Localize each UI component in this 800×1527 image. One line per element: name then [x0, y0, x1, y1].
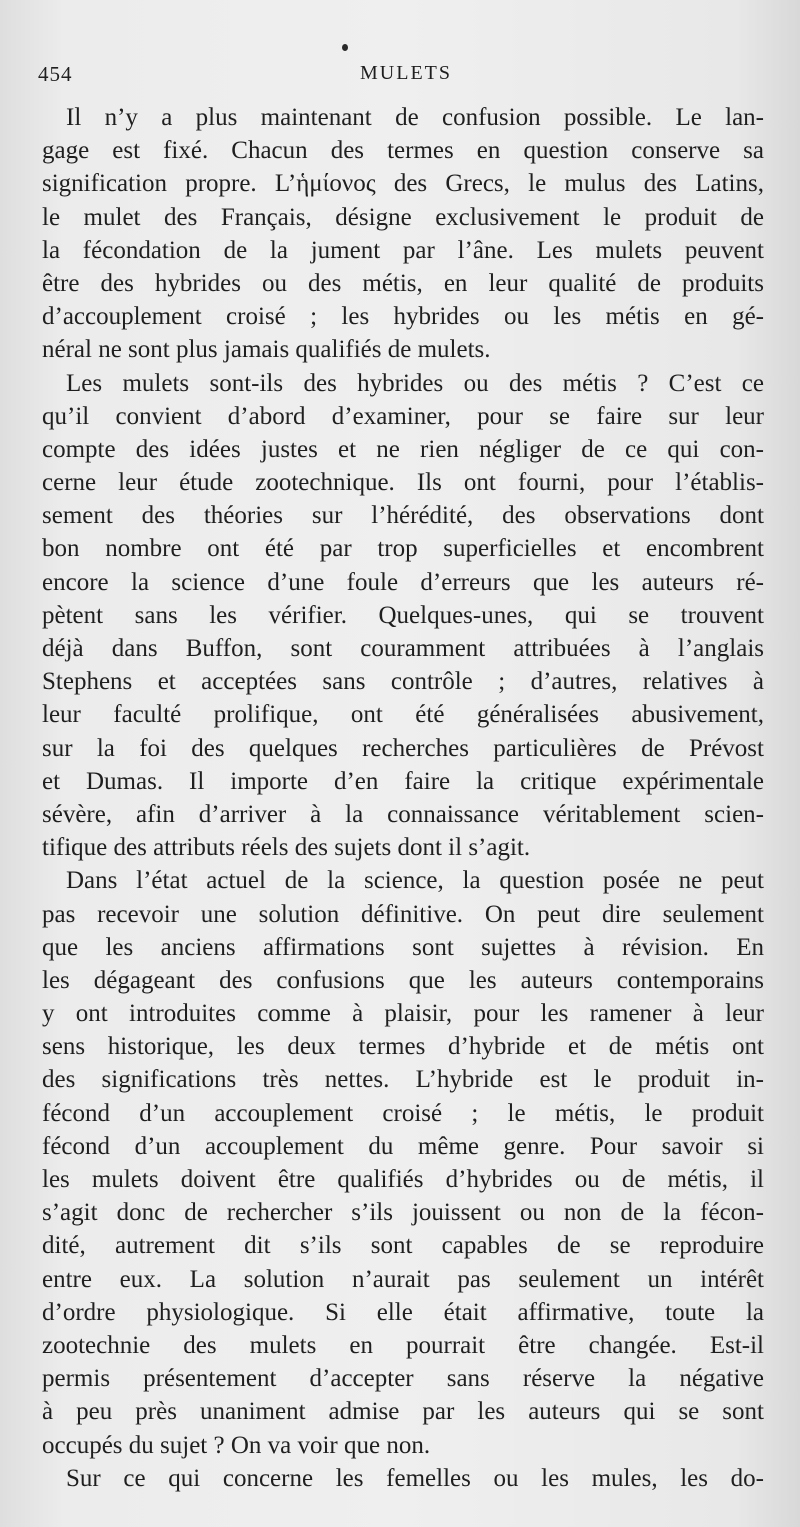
text-line: d’accouplement croisé ; les hybrides ou les métis en gé- — [42, 303, 764, 331]
text-line: sens historique, les deux termes d’hybride et de métis ont — [42, 1033, 764, 1061]
text-line: les dégageant des confusions que les auteurs contemporains — [42, 966, 764, 994]
text-line: leur faculté prolifique, ont été généralisées abusivement, — [42, 701, 764, 729]
page-header — [38, 62, 762, 92]
page-number: 454 — [38, 62, 73, 86]
text-line: Il n’y a plus maintenant de confusion possible. Le lan- — [66, 104, 764, 131]
text-line: permis présentement d’accepter sans réserve la négative — [42, 1365, 764, 1393]
ink-speck — [342, 44, 348, 51]
text-line: d’ordre physiologique. Si elle était affirmative, toute la — [42, 1298, 764, 1326]
text-line: encore la science d’une foule d’erreurs que les auteurs ré- — [42, 568, 764, 596]
text-line: y ont introduites comme à plaisir, pour les ramener à leur — [42, 1000, 764, 1028]
text-line: et Dumas. Il importe d’en faire la critique expérimentale — [42, 767, 764, 795]
text-line: tifique des attributs réels des sujets dont il s’agit. — [42, 834, 531, 862]
text-line: qu’il convient d’abord d’examiner, pour se faire sur leur — [42, 402, 764, 430]
text-line: pas recevoir une solution définitive. On peut dire seulement — [42, 900, 764, 928]
text-line: néral ne sont plus jamais qualifiés de mulets. — [42, 336, 491, 364]
text-line: gage est fixé. Chacun des termes en question conserve sa — [42, 137, 764, 165]
text-line: être des hybrides ou des métis, en leur qualité de produits — [42, 269, 764, 297]
text-line: sévère, afin d’arriver à la connaissance véritablement scien- — [42, 800, 764, 828]
text-line: entre eux. La solution n’aurait pas seulement un intérêt — [42, 1265, 764, 1293]
text-line: sement des théories sur l’hérédité, des observations dont — [42, 502, 764, 530]
text-line: bon nombre ont été par trop superficielles et encombrent — [42, 535, 764, 563]
text-line: fécond d’un accouplement croisé ; le métis, le produit — [42, 1099, 764, 1127]
text-line: la fécondation de la jument par l’âne. Les mulets peuvent — [42, 236, 764, 264]
text-line: à peu près unaniment admise par les auteurs qui se sont — [42, 1398, 764, 1426]
text-line: sur la foi des quelques recherches particulières de Prévost — [42, 734, 764, 762]
text-line: Dans l’état actuel de la science, la question posée ne peut — [66, 867, 764, 895]
text-line: dité, autrement dit s’ils sont capables de se reproduire — [42, 1232, 764, 1260]
text-line: Sur ce qui concerne les femelles ou les mules, les do- — [66, 1464, 764, 1492]
text-line: pètent sans les vérifier. Quelques-unes, qui se trouvent — [42, 601, 764, 629]
text-line: zootechnie des mulets en pourrait être changée. Est-il — [42, 1331, 764, 1359]
text-line: Stephens et acceptées sans contrôle ; d’autres, relatives à — [42, 668, 764, 696]
text-line: cerne leur étude zootechnique. Ils ont fourni, pour l’établis- — [42, 469, 764, 497]
text-line: compte des idées justes et ne rien négliger de ce qui con- — [42, 435, 764, 463]
text-line: déjà dans Buffon, sont couramment attribuées à l’anglais — [42, 635, 764, 662]
text-line: que les anciens affirmations sont sujettes à révision. En — [42, 933, 764, 961]
text-line: occupés du sujet ? On va voir que non. — [42, 1431, 431, 1459]
text-line: le mulet des Français, désigne exclusivement le produit de — [42, 203, 764, 231]
text-line: les mulets doivent être qualifiés d’hybrides ou de métis, il — [42, 1166, 764, 1193]
running-title: MULETS — [360, 62, 452, 84]
text-line: signification propre. L’ἡμίονος des Grecs, le mulus des Latins, — [42, 170, 764, 198]
text-line: fécond d’un accouplement du même genre. Pour savoir si — [42, 1132, 764, 1160]
body-text — [42, 101, 764, 1495]
text-line: des significations très nettes. L’hybride est le produit in- — [42, 1066, 764, 1094]
text-line: Les mulets sont-ils des hybrides ou des métis ? C’est ce — [66, 369, 764, 397]
text-line: s’agit donc de rechercher s’ils jouissent ou non de la fécon- — [42, 1199, 764, 1227]
